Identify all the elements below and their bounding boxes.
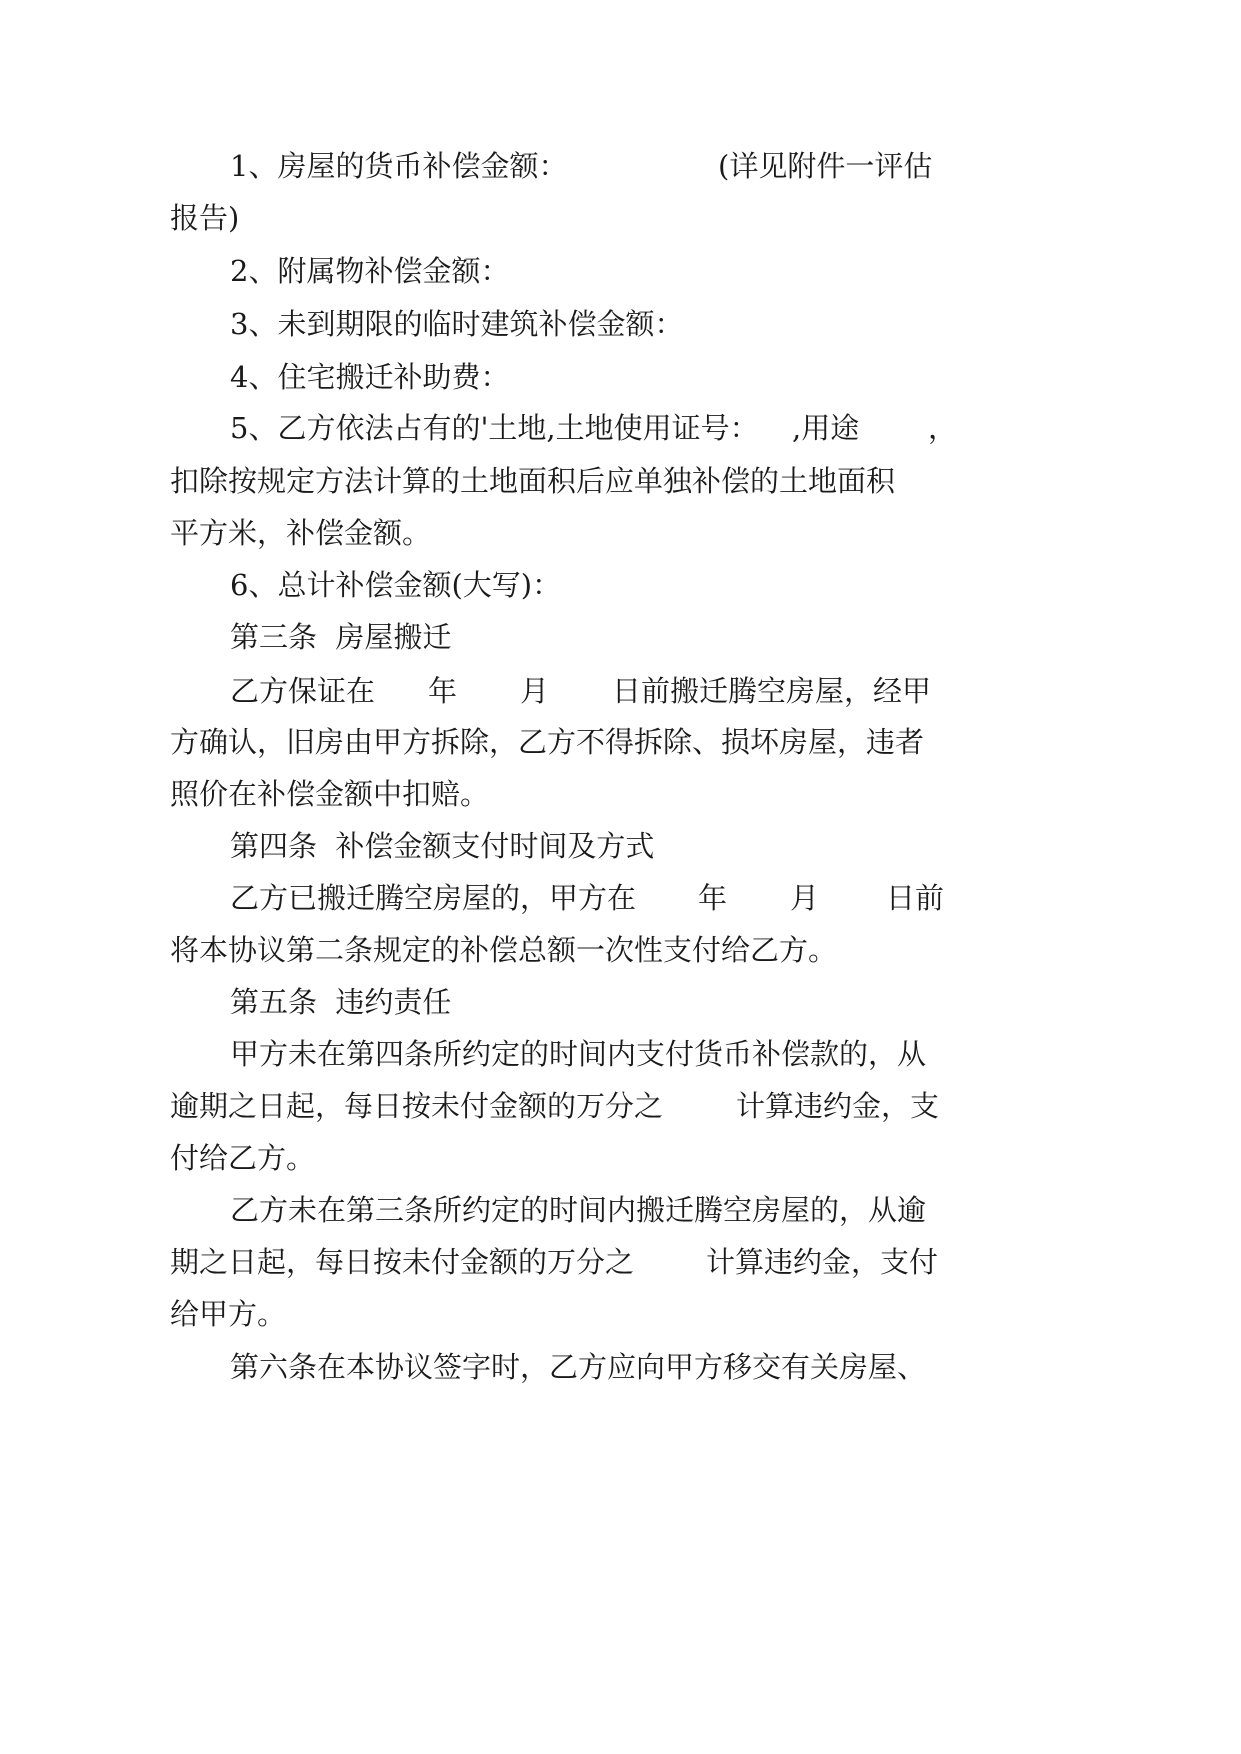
article-5-text-c: 计算违约金，支 [736,1089,940,1123]
article-3-text-a: 乙方保证在 [230,674,376,708]
clause-5-usage: ,用途 [792,411,860,445]
article-3-title: 第三条 房屋搬迁 [230,620,452,654]
article-5-title: 第五条 违约责任 [230,985,452,1019]
clause-5-text-2: 扣除按规定方法计算的土地面积后应单独补偿的土地面积 [170,464,896,498]
article-4-day: 日前 [886,881,945,915]
clause-1-note: (详见附件一评估 [718,149,933,183]
clause-3-line [0,304,1241,344]
article-3-text-c: 方确认，旧房由甲方拆除，乙方不得拆除、损坏房屋，违者 [170,725,925,759]
article-4-text-b: 将本协议第二条规定的补偿总额一次性支付给乙方。 [170,933,838,967]
clause-2-text: 2、附属物补偿金额： [230,254,510,288]
article-5-text-f: 期之日起，每日按未付金额的万分之 [170,1245,635,1279]
article-3-para-3 [0,774,1241,814]
article-5-text-b: 逾期之日起，每日按未付金额的万分之 [170,1089,664,1123]
article-4-heading [0,826,1241,866]
clause-1-text: 1、房屋的货币补偿金额： [230,149,568,183]
article-3-text-b: 日前搬迁腾空房屋，经甲 [612,674,932,708]
clause-5-line [0,408,1241,448]
article-4-year: 年 [698,881,728,915]
clause-5-line-2 [0,461,1241,501]
article-3-text-d: 照价在补偿金额中扣赔。 [170,777,490,811]
article-5-para-6 [0,1294,1241,1334]
article-4-para-1 [0,878,1241,918]
article-4-para-2 [0,930,1241,970]
article-5-text-d: 付给乙方。 [170,1141,316,1175]
article-5-heading [0,982,1241,1022]
clause-5-text-3: 平方米，补偿金额。 [170,516,432,550]
clause-1-note-end: 报告) [170,201,240,235]
clause-3-text: 3、未到期限的临时建筑补偿金额： [230,307,684,341]
clause-6-line [0,565,1241,605]
article-3-year: 年 [428,674,458,708]
clause-1-line [0,146,1241,186]
clause-2-line [0,251,1241,291]
article-5-text-a: 甲方未在第四条所约定的时间内支付货币补偿款的，从 [230,1037,927,1071]
article-5-text-h: 给甲方。 [170,1297,287,1331]
clause-4-text: 4、住宅搬迁补助费： [230,360,510,394]
article-4-title: 第四条 补偿金额支付时间及方式 [230,829,655,863]
article-5-para-2 [0,1086,1241,1126]
article-3-month: 月 [520,674,550,708]
article-5-para-1 [0,1034,1241,1074]
clause-6-text: 6、总计补偿金额(大写)： [230,568,562,602]
article-5-para-4 [0,1190,1241,1230]
clause-5-comma: ， [928,411,958,445]
clause-5-line-3 [0,513,1241,553]
clause-5-text: 5、乙方依法占有的'土地,土地使用证号： [230,411,759,445]
article-4-month: 月 [790,881,820,915]
clause-1-continuation [0,198,1241,238]
article-5-text-g: 计算违约金，支付 [706,1245,939,1279]
article-5-para-3 [0,1138,1241,1178]
article-3-heading [0,617,1241,657]
article-6-text: 第六条在本协议签字时，乙方应向甲方移交有关房屋、 [230,1350,927,1384]
article-6-para-1 [0,1347,1241,1387]
article-4-text-a: 乙方已搬迁腾空房屋的，甲方在 [230,881,637,915]
article-5-para-5 [0,1242,1241,1282]
article-5-text-e: 乙方未在第三条所约定的时间内搬迁腾空房屋的，从逾 [230,1193,927,1227]
article-3-para-2 [0,722,1241,762]
clause-4-line [0,357,1241,397]
article-3-para-1 [0,671,1241,711]
